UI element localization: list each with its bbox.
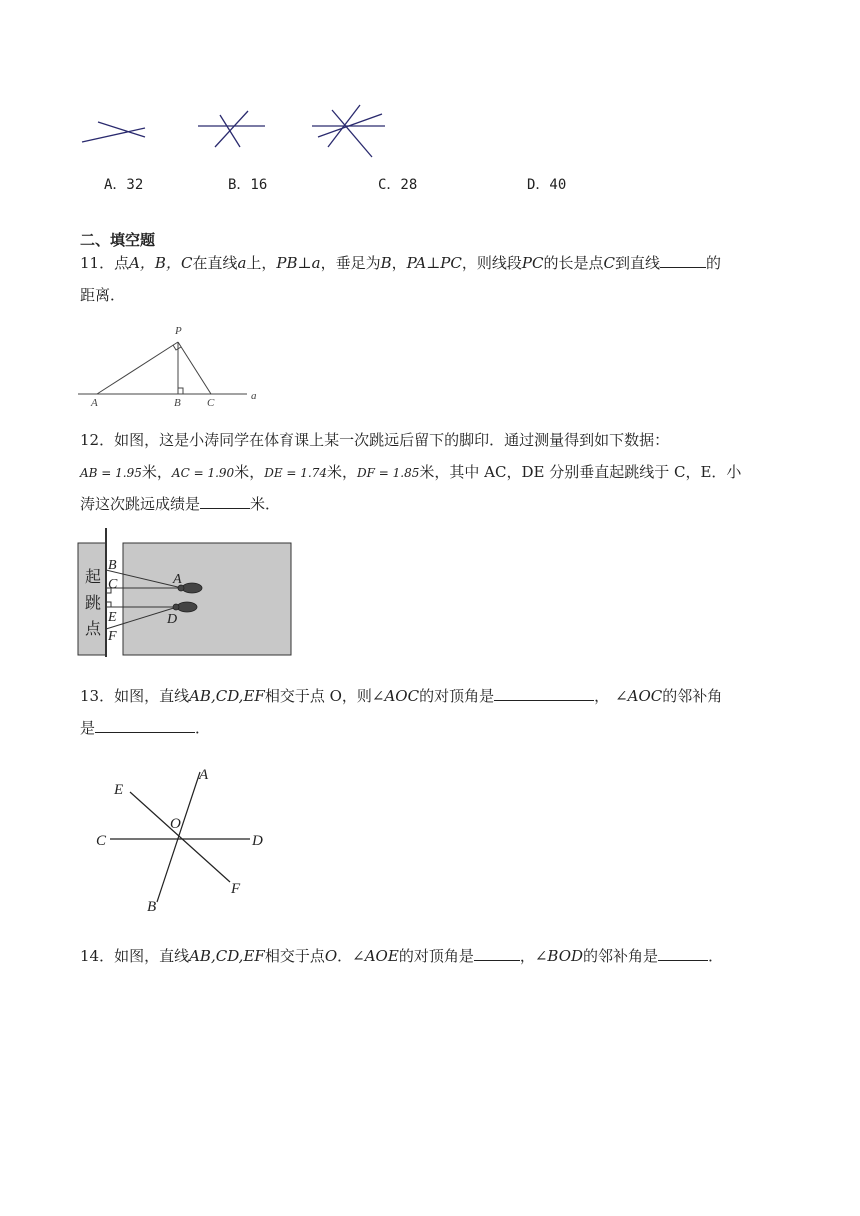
- q14-angle-aoe: ∠AOE: [352, 947, 399, 965]
- fig-b-line-3: [215, 111, 248, 147]
- right-angle-b: [178, 388, 183, 394]
- segment-pa: [97, 342, 178, 394]
- q14-text: 的对顶角是: [398, 947, 474, 965]
- q14-angle-bod: ∠BOD: [534, 947, 584, 965]
- q12-text: 米．: [250, 495, 281, 513]
- label-c: C: [108, 577, 118, 592]
- q13-text: 13．如图，直线: [80, 687, 190, 705]
- line-ab: [157, 772, 200, 902]
- q10-line-figures: [70, 95, 410, 165]
- q11-text: 的长是点: [543, 254, 604, 272]
- q11-var-a: a: [237, 254, 247, 272]
- q12-de: DE = 1.74: [264, 466, 327, 480]
- q11-points: A，B，C: [129, 254, 193, 272]
- start-char-3: 点: [85, 621, 102, 638]
- q14-text: 的邻补角是: [583, 947, 659, 965]
- q12-text: ，其中 AC，DE 分别垂直起跳线于 C，E．小: [434, 463, 742, 481]
- q13-text: 的邻补角: [662, 687, 723, 705]
- fig-a-line-1: [82, 128, 145, 142]
- q11-text: ，垂足为: [320, 254, 381, 272]
- q13-angle-aoc: ∠AOC: [615, 687, 663, 705]
- option-c: C．28: [378, 177, 418, 193]
- q11-pa-perp: PA⊥PC: [406, 254, 462, 272]
- q14-answer-blank-2[interactable]: [658, 946, 708, 961]
- q13-line-1: [80, 686, 722, 706]
- label-p: P: [175, 325, 182, 337]
- unit: 米: [327, 463, 343, 481]
- label-f: F: [231, 881, 241, 897]
- q12-line-2: [80, 462, 741, 483]
- q13-figure: [92, 762, 272, 917]
- sep: ，: [156, 463, 172, 481]
- label-b: B: [174, 397, 181, 409]
- sand-pit: [123, 543, 291, 655]
- start-char-1: 起: [85, 569, 102, 586]
- q14-o: O: [324, 947, 338, 965]
- q12-figure: [75, 525, 300, 660]
- start-char-2: 跳: [85, 595, 102, 612]
- unit: 米: [141, 463, 157, 481]
- option-d: D．40: [527, 177, 567, 193]
- footprint-d: [177, 602, 197, 612]
- label-line-a: a: [251, 390, 257, 402]
- label-a: A: [91, 397, 98, 409]
- label-b: B: [108, 558, 117, 573]
- footprint-d-heel: [173, 604, 179, 610]
- q12-ab: AB = 1.95: [80, 466, 142, 480]
- q12-line-1: 12．如图，这是小涛同学在体育课上某一次跳远后留下的脚印．通过测量得到如下数据：: [80, 431, 670, 449]
- q14-text: ．: [337, 947, 353, 965]
- q11-text: 11．点: [80, 254, 130, 272]
- q12-answer-blank[interactable]: [200, 494, 250, 509]
- footprint-a: [182, 583, 202, 593]
- q12-text: 涛这次跳远成绩是: [80, 495, 201, 513]
- q14-line-1: [80, 946, 723, 966]
- q13-angle-aoc: ∠AOC: [371, 687, 420, 705]
- q13-answer-blank-1[interactable]: [494, 686, 594, 701]
- q11-text: 的: [706, 254, 722, 272]
- label-c: C: [96, 833, 107, 849]
- q12-df: DF = 1.85: [357, 466, 420, 480]
- q11-pc: PC: [521, 254, 544, 272]
- label-b: B: [147, 899, 157, 915]
- unit: 米: [419, 463, 435, 481]
- q11-foot-b: B: [380, 254, 392, 272]
- q11-line-2: 距离．: [80, 286, 126, 304]
- q11-pb-perp: PB⊥a: [276, 254, 321, 272]
- q14-text: 14．如图，直线: [80, 947, 190, 965]
- q11-text: ，: [391, 254, 407, 272]
- q13-line-2: [80, 718, 210, 738]
- label-f: F: [108, 629, 117, 644]
- label-e: E: [114, 782, 124, 798]
- q13-text: 是: [80, 719, 96, 737]
- q13-answer-blank-2[interactable]: [95, 718, 195, 733]
- section-heading: 二、填空题: [80, 231, 156, 249]
- q11-text: ，则线段: [461, 254, 522, 272]
- option-a: A．32: [104, 177, 144, 193]
- label-e: E: [108, 610, 117, 625]
- label-o: O: [170, 816, 181, 832]
- label-a: A: [199, 767, 209, 783]
- label-d: D: [167, 612, 178, 627]
- q11-text: 到直线: [614, 254, 660, 272]
- q12-line-3: [80, 494, 280, 514]
- q14-text: 相交于点: [264, 947, 325, 965]
- q13-text: 相交于点 O，则: [264, 687, 372, 705]
- line-ef: [130, 792, 230, 882]
- q14-answer-blank-1[interactable]: [474, 946, 520, 961]
- q12-ac: AC = 1.90: [171, 466, 235, 480]
- q13-lines: AB,CD,EF: [189, 687, 265, 705]
- segment-pc: [178, 342, 211, 394]
- label-c: C: [207, 397, 215, 409]
- q13-text: ，: [594, 687, 610, 705]
- label-a: A: [173, 572, 182, 587]
- q14-lines: AB,CD,EF: [189, 947, 265, 965]
- q11-line-1: [80, 253, 721, 273]
- sep: ，: [342, 463, 358, 481]
- q11-figure: [75, 320, 275, 410]
- label-d: D: [252, 833, 263, 849]
- q11-text: 在直线: [192, 254, 238, 272]
- option-b: B．16: [228, 177, 268, 193]
- q13-text: 的对顶角是: [419, 687, 495, 705]
- sep: ，: [249, 463, 265, 481]
- q14-text: ，: [519, 947, 535, 965]
- q13-text: ．: [195, 719, 211, 737]
- q11-text: 上，: [246, 254, 277, 272]
- q11-answer-blank[interactable]: [660, 253, 706, 268]
- q11-c: C: [603, 254, 615, 272]
- q14-text: ．: [708, 947, 724, 965]
- unit: 米: [234, 463, 250, 481]
